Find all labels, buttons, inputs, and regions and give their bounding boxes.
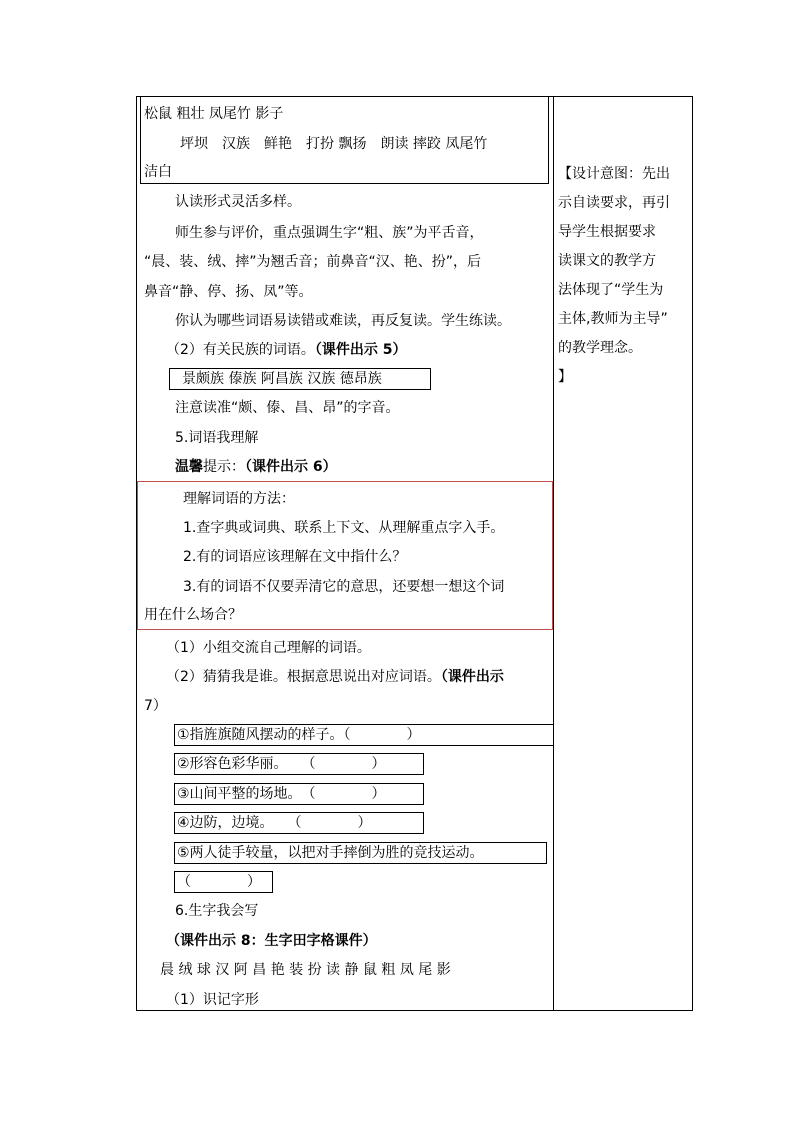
design-intent-line: 【设计意图：先出 bbox=[558, 166, 670, 182]
paragraph-evaluation-1: 师生参与评价，重点强调生字“粗、族”为平舌音， bbox=[175, 225, 484, 241]
paragraph-reading-forms: 认读形式灵活多样。 bbox=[175, 194, 301, 210]
new-characters: 晨 绒 球 汉 阿 昌 艳 装 扮 读 静 鼠 粗 凤 尾 影 bbox=[160, 962, 451, 978]
heading-understand-words: 5.词语我理解 bbox=[175, 430, 259, 446]
ethnic-words: 景颇族 傣族 阿昌族 汉族 德昂族 bbox=[182, 371, 382, 387]
design-intent bbox=[558, 160, 692, 392]
design-intent-line: 】 bbox=[558, 369, 572, 385]
answer-5: （ ） bbox=[177, 874, 261, 890]
question-3: ③山间平整的场地。 （ ） bbox=[177, 786, 386, 802]
tip-line: 温馨提示：（课件出示 6） bbox=[175, 459, 337, 475]
method-2: 2.有的词语应该理解在文中指什么？ bbox=[183, 549, 407, 565]
word-line-3: 洁白 bbox=[144, 164, 172, 180]
design-intent-line: 读课文的教学方 bbox=[558, 253, 656, 269]
courseware-8: （课件出示 8：生字田字格课件） bbox=[166, 933, 377, 949]
method-3b: 用在什么场合？ bbox=[144, 607, 242, 623]
method-3a: 3.有的词语不仅要弄清它的意思，还要想一想这个词 bbox=[183, 579, 505, 595]
word-line-2: 坪坝 汉族 鲜艳 打扮 飘扬 朗读 摔跤 凤尾竹 bbox=[180, 136, 488, 152]
question-5: ⑤两人徒手较量，以把对手摔倒为胜的竞技运动。 bbox=[177, 845, 484, 861]
design-intent-line: 主体,教师为主导” bbox=[558, 311, 668, 327]
paragraph-pronunciation: 注意读准“颇、傣、昌、昂”的字音。 bbox=[175, 400, 400, 416]
paragraph-hard-words: 你认为哪些词语易读错或难读，再反复读。学生练读。 bbox=[175, 313, 511, 329]
word-line-1: 松鼠 粗壮 凤尾竹 影子 bbox=[144, 106, 284, 122]
guess-who-cont: 7） bbox=[144, 698, 167, 714]
question-2: ②形容色彩华丽。 （ ） bbox=[177, 756, 386, 772]
heading-write-chars: 6.生字我会写 bbox=[175, 903, 259, 919]
design-intent-line: 导学生根据要求 bbox=[558, 224, 656, 240]
design-intent-line: 示自读要求，再引 bbox=[558, 195, 670, 211]
guess-who: （2）猜猜我是谁。根据意思说出对应词语。（课件出示 bbox=[166, 669, 504, 685]
section-ethnic-words: （2）有关民族的词语。（课件出示 5） bbox=[166, 342, 407, 358]
design-intent-line: 法体现了“学生为 bbox=[558, 282, 664, 298]
paragraph-evaluation-3: 鼻音“静、停、扬、凤”等。 bbox=[144, 284, 313, 300]
design-intent-line: 的教学理念。 bbox=[558, 340, 642, 356]
memorize-shapes: （1）识记字形 bbox=[166, 992, 259, 1008]
method-1: 1.查字典或词典、联系上下文、从理解重点字入手。 bbox=[183, 520, 505, 536]
group-discussion: （1）小组交流自己理解的词语。 bbox=[166, 640, 371, 656]
question-4: ④边防，边境。 （ ） bbox=[177, 815, 372, 831]
paragraph-evaluation-2: “晨、装、绒、摔”为翘舌音；前鼻音“汉、艳、扮”，后 bbox=[144, 254, 482, 270]
question-1: ①指旌旗随风摆动的样子。（ ） bbox=[177, 727, 421, 743]
methods-title: 理解词语的方法： bbox=[183, 491, 295, 507]
column-divider bbox=[553, 96, 554, 1011]
